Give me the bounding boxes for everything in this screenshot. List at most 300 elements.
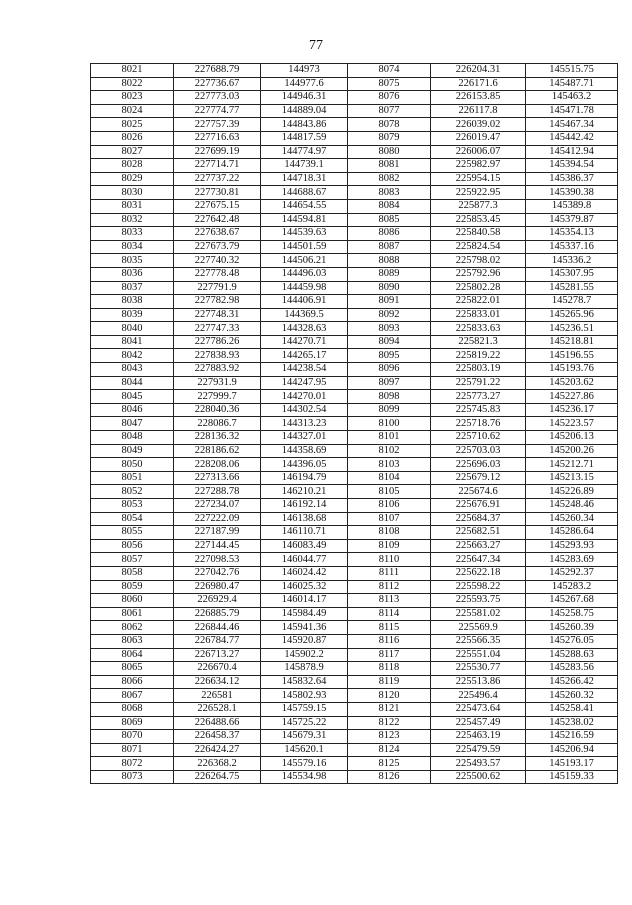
y-coordinate-right: 145288.63 bbox=[526, 648, 618, 662]
x-coordinate-left: 227737.22 bbox=[174, 172, 261, 186]
point-number-left: 8044 bbox=[91, 376, 174, 390]
point-number-left: 8065 bbox=[91, 662, 174, 676]
x-coordinate-left: 227773.03 bbox=[174, 91, 261, 105]
y-coordinate-right: 145236.51 bbox=[526, 322, 618, 336]
y-coordinate-left: 144396.05 bbox=[261, 458, 348, 472]
point-number-left: 8034 bbox=[91, 240, 174, 254]
table-row bbox=[91, 145, 618, 159]
table-row bbox=[91, 675, 618, 689]
point-number-right: 8074 bbox=[348, 64, 431, 78]
x-coordinate-left: 227786.26 bbox=[174, 335, 261, 349]
x-coordinate-right: 225496.4 bbox=[431, 689, 526, 703]
y-coordinate-right: 145159.33 bbox=[526, 770, 618, 784]
y-coordinate-left: 144817.59 bbox=[261, 131, 348, 145]
point-number-left: 8036 bbox=[91, 267, 174, 281]
y-coordinate-left: 145725.22 bbox=[261, 716, 348, 730]
y-coordinate-right: 145223.57 bbox=[526, 417, 618, 431]
x-coordinate-left: 228040.36 bbox=[174, 403, 261, 417]
y-coordinate-left: 144238.54 bbox=[261, 363, 348, 377]
table-row bbox=[91, 131, 618, 145]
table-row bbox=[91, 444, 618, 458]
y-coordinate-left: 145620.1 bbox=[261, 743, 348, 757]
table-row bbox=[91, 240, 618, 254]
point-number-right: 8081 bbox=[348, 159, 431, 173]
x-coordinate-left: 227642.48 bbox=[174, 213, 261, 227]
y-coordinate-right: 145206.13 bbox=[526, 431, 618, 445]
table-row bbox=[91, 77, 618, 91]
x-coordinate-left: 227838.93 bbox=[174, 349, 261, 363]
point-number-left: 8040 bbox=[91, 322, 174, 336]
point-number-left: 8073 bbox=[91, 770, 174, 784]
x-coordinate-left: 227883.92 bbox=[174, 363, 261, 377]
x-coordinate-left: 227234.07 bbox=[174, 499, 261, 513]
table-row bbox=[91, 499, 618, 513]
x-coordinate-right: 225792.96 bbox=[431, 267, 526, 281]
point-number-right: 8123 bbox=[348, 730, 431, 744]
table-row bbox=[91, 213, 618, 227]
table-row bbox=[91, 539, 618, 553]
y-coordinate-left: 144506.21 bbox=[261, 254, 348, 268]
x-coordinate-left: 226488.66 bbox=[174, 716, 261, 730]
point-number-left: 8022 bbox=[91, 77, 174, 91]
x-coordinate-right: 225513.86 bbox=[431, 675, 526, 689]
table-row bbox=[91, 526, 618, 540]
point-number-left: 8070 bbox=[91, 730, 174, 744]
x-coordinate-left: 227638.67 bbox=[174, 227, 261, 241]
y-coordinate-left: 144496.03 bbox=[261, 267, 348, 281]
point-number-left: 8042 bbox=[91, 349, 174, 363]
point-number-left: 8068 bbox=[91, 702, 174, 716]
point-number-left: 8072 bbox=[91, 757, 174, 771]
point-number-right: 8113 bbox=[348, 594, 431, 608]
y-coordinate-right: 145196.55 bbox=[526, 349, 618, 363]
x-coordinate-right: 225500.62 bbox=[431, 770, 526, 784]
y-coordinate-right: 145213.15 bbox=[526, 471, 618, 485]
y-coordinate-right: 145336.2 bbox=[526, 254, 618, 268]
point-number-left: 8027 bbox=[91, 145, 174, 159]
x-coordinate-right: 225684.37 bbox=[431, 512, 526, 526]
x-coordinate-left: 227222.09 bbox=[174, 512, 261, 526]
table-row bbox=[91, 702, 618, 716]
point-number-right: 8075 bbox=[348, 77, 431, 91]
x-coordinate-right: 225718.76 bbox=[431, 417, 526, 431]
y-coordinate-left: 146210.21 bbox=[261, 485, 348, 499]
point-number-right: 8104 bbox=[348, 471, 431, 485]
point-number-right: 8126 bbox=[348, 770, 431, 784]
x-coordinate-left: 227699.19 bbox=[174, 145, 261, 159]
x-coordinate-left: 226670.4 bbox=[174, 662, 261, 676]
point-number-right: 8085 bbox=[348, 213, 431, 227]
point-number-right: 8103 bbox=[348, 458, 431, 472]
y-coordinate-right: 145260.32 bbox=[526, 689, 618, 703]
y-coordinate-left: 144270.01 bbox=[261, 390, 348, 404]
table-row bbox=[91, 118, 618, 132]
point-number-right: 8101 bbox=[348, 431, 431, 445]
y-coordinate-right: 145258.75 bbox=[526, 607, 618, 621]
point-number-right: 8114 bbox=[348, 607, 431, 621]
x-coordinate-left: 228186.62 bbox=[174, 444, 261, 458]
table-row bbox=[91, 512, 618, 526]
x-coordinate-left: 227736.67 bbox=[174, 77, 261, 91]
y-coordinate-left: 146192.14 bbox=[261, 499, 348, 513]
y-coordinate-right: 145286.64 bbox=[526, 526, 618, 540]
table-row bbox=[91, 295, 618, 309]
y-coordinate-left: 146110.71 bbox=[261, 526, 348, 540]
y-coordinate-left: 144889.04 bbox=[261, 104, 348, 118]
x-coordinate-right: 225493.57 bbox=[431, 757, 526, 771]
x-coordinate-right: 225581.02 bbox=[431, 607, 526, 621]
x-coordinate-right: 225954.15 bbox=[431, 172, 526, 186]
point-number-right: 8124 bbox=[348, 743, 431, 757]
x-coordinate-right: 226039.02 bbox=[431, 118, 526, 132]
x-coordinate-left: 227782.98 bbox=[174, 295, 261, 309]
point-number-left: 8063 bbox=[91, 634, 174, 648]
x-coordinate-right: 225791.22 bbox=[431, 376, 526, 390]
point-number-left: 8046 bbox=[91, 403, 174, 417]
point-number-right: 8078 bbox=[348, 118, 431, 132]
x-coordinate-right: 225622.18 bbox=[431, 566, 526, 580]
point-number-right: 8084 bbox=[348, 199, 431, 213]
y-coordinate-right: 145463.2 bbox=[526, 91, 618, 105]
point-number-left: 8061 bbox=[91, 607, 174, 621]
point-number-left: 8067 bbox=[91, 689, 174, 703]
y-coordinate-left: 144270.71 bbox=[261, 335, 348, 349]
table-row bbox=[91, 743, 618, 757]
x-coordinate-right: 225803.19 bbox=[431, 363, 526, 377]
x-coordinate-left: 226528.1 bbox=[174, 702, 261, 716]
y-coordinate-left: 145902.2 bbox=[261, 648, 348, 662]
table-row bbox=[91, 730, 618, 744]
x-coordinate-right: 225551.04 bbox=[431, 648, 526, 662]
x-coordinate-right: 225819.22 bbox=[431, 349, 526, 363]
x-coordinate-right: 226117.8 bbox=[431, 104, 526, 118]
y-coordinate-right: 145200.26 bbox=[526, 444, 618, 458]
table-row bbox=[91, 634, 618, 648]
point-number-right: 8098 bbox=[348, 390, 431, 404]
y-coordinate-left: 145941.36 bbox=[261, 621, 348, 635]
x-coordinate-right: 225457.49 bbox=[431, 716, 526, 730]
y-coordinate-right: 145467.34 bbox=[526, 118, 618, 132]
y-coordinate-left: 144654.55 bbox=[261, 199, 348, 213]
point-number-right: 8088 bbox=[348, 254, 431, 268]
point-number-right: 8105 bbox=[348, 485, 431, 499]
x-coordinate-left: 227740.32 bbox=[174, 254, 261, 268]
table-row bbox=[91, 458, 618, 472]
table-row bbox=[91, 757, 618, 771]
y-coordinate-right: 145193.76 bbox=[526, 363, 618, 377]
table-row bbox=[91, 159, 618, 173]
y-coordinate-right: 145379.87 bbox=[526, 213, 618, 227]
x-coordinate-right: 225530.77 bbox=[431, 662, 526, 676]
y-coordinate-right: 145193.17 bbox=[526, 757, 618, 771]
x-coordinate-left: 227288.78 bbox=[174, 485, 261, 499]
point-number-left: 8038 bbox=[91, 295, 174, 309]
point-number-left: 8029 bbox=[91, 172, 174, 186]
y-coordinate-right: 145206.94 bbox=[526, 743, 618, 757]
table-row bbox=[91, 403, 618, 417]
y-coordinate-left: 144539.63 bbox=[261, 227, 348, 241]
point-number-right: 8094 bbox=[348, 335, 431, 349]
y-coordinate-left: 144594.81 bbox=[261, 213, 348, 227]
point-number-right: 8082 bbox=[348, 172, 431, 186]
table-row bbox=[91, 376, 618, 390]
point-number-right: 8125 bbox=[348, 757, 431, 771]
y-coordinate-right: 145227.86 bbox=[526, 390, 618, 404]
x-coordinate-right: 225773.27 bbox=[431, 390, 526, 404]
x-coordinate-left: 227774.77 bbox=[174, 104, 261, 118]
y-coordinate-left: 146194.79 bbox=[261, 471, 348, 485]
x-coordinate-right: 225463.19 bbox=[431, 730, 526, 744]
y-coordinate-left: 146083.49 bbox=[261, 539, 348, 553]
y-coordinate-left: 144247.95 bbox=[261, 376, 348, 390]
point-number-right: 8119 bbox=[348, 675, 431, 689]
table-row bbox=[91, 566, 618, 580]
table-row bbox=[91, 716, 618, 730]
point-number-left: 8053 bbox=[91, 499, 174, 513]
table-row bbox=[91, 485, 618, 499]
x-coordinate-right: 225663.27 bbox=[431, 539, 526, 553]
point-number-left: 8062 bbox=[91, 621, 174, 635]
y-coordinate-right: 145203.62 bbox=[526, 376, 618, 390]
x-coordinate-right: 225682.51 bbox=[431, 526, 526, 540]
x-coordinate-left: 226264.75 bbox=[174, 770, 261, 784]
table-row bbox=[91, 308, 618, 322]
table-row bbox=[91, 770, 618, 784]
point-number-left: 8069 bbox=[91, 716, 174, 730]
y-coordinate-left: 146044.77 bbox=[261, 553, 348, 567]
table-row bbox=[91, 104, 618, 118]
point-number-right: 8122 bbox=[348, 716, 431, 730]
x-coordinate-left: 227791.9 bbox=[174, 281, 261, 295]
y-coordinate-right: 145281.55 bbox=[526, 281, 618, 295]
y-coordinate-left: 144358.69 bbox=[261, 444, 348, 458]
x-coordinate-left: 227098.53 bbox=[174, 553, 261, 567]
point-number-left: 8071 bbox=[91, 743, 174, 757]
point-number-left: 8064 bbox=[91, 648, 174, 662]
point-number-right: 8102 bbox=[348, 444, 431, 458]
point-number-right: 8109 bbox=[348, 539, 431, 553]
x-coordinate-right: 225821.3 bbox=[431, 335, 526, 349]
y-coordinate-left: 145759.15 bbox=[261, 702, 348, 716]
x-coordinate-left: 226424.27 bbox=[174, 743, 261, 757]
point-number-left: 8049 bbox=[91, 444, 174, 458]
point-number-left: 8056 bbox=[91, 539, 174, 553]
table-row bbox=[91, 648, 618, 662]
y-coordinate-left: 144718.31 bbox=[261, 172, 348, 186]
table-row bbox=[91, 64, 618, 78]
y-coordinate-right: 145226.89 bbox=[526, 485, 618, 499]
x-coordinate-right: 225676.91 bbox=[431, 499, 526, 513]
y-coordinate-right: 145267.68 bbox=[526, 594, 618, 608]
table-row bbox=[91, 621, 618, 635]
x-coordinate-right: 225569.9 bbox=[431, 621, 526, 635]
point-number-right: 8087 bbox=[348, 240, 431, 254]
table-row bbox=[91, 363, 618, 377]
y-coordinate-right: 145236.17 bbox=[526, 403, 618, 417]
point-number-left: 8059 bbox=[91, 580, 174, 594]
y-coordinate-left: 144327.01 bbox=[261, 431, 348, 445]
table-row bbox=[91, 662, 618, 676]
point-number-left: 8054 bbox=[91, 512, 174, 526]
x-coordinate-left: 227187.99 bbox=[174, 526, 261, 540]
table-row bbox=[91, 186, 618, 200]
table-row bbox=[91, 594, 618, 608]
x-coordinate-left: 227748.31 bbox=[174, 308, 261, 322]
point-number-left: 8043 bbox=[91, 363, 174, 377]
table-row bbox=[91, 91, 618, 105]
table-row bbox=[91, 471, 618, 485]
y-coordinate-left: 146025.32 bbox=[261, 580, 348, 594]
table-row bbox=[91, 553, 618, 567]
x-coordinate-left: 227999.7 bbox=[174, 390, 261, 404]
y-coordinate-left: 144946.31 bbox=[261, 91, 348, 105]
x-coordinate-left: 226368.2 bbox=[174, 757, 261, 771]
point-number-right: 8097 bbox=[348, 376, 431, 390]
point-number-right: 8096 bbox=[348, 363, 431, 377]
y-coordinate-right: 145394.54 bbox=[526, 159, 618, 173]
y-coordinate-right: 145276.05 bbox=[526, 634, 618, 648]
x-coordinate-left: 227042.76 bbox=[174, 566, 261, 580]
y-coordinate-left: 144302.54 bbox=[261, 403, 348, 417]
point-number-right: 8100 bbox=[348, 417, 431, 431]
x-coordinate-right: 225566.35 bbox=[431, 634, 526, 648]
y-coordinate-left: 144313.23 bbox=[261, 417, 348, 431]
y-coordinate-left: 144328.63 bbox=[261, 322, 348, 336]
y-coordinate-left: 144739.1 bbox=[261, 159, 348, 173]
x-coordinate-right: 225593.75 bbox=[431, 594, 526, 608]
point-number-left: 8060 bbox=[91, 594, 174, 608]
x-coordinate-right: 226153.85 bbox=[431, 91, 526, 105]
y-coordinate-right: 145515.75 bbox=[526, 64, 618, 78]
y-coordinate-right: 145278.7 bbox=[526, 295, 618, 309]
x-coordinate-left: 228208.06 bbox=[174, 458, 261, 472]
y-coordinate-right: 145248.46 bbox=[526, 499, 618, 513]
table-row bbox=[91, 227, 618, 241]
point-number-right: 8116 bbox=[348, 634, 431, 648]
x-coordinate-left: 227313.66 bbox=[174, 471, 261, 485]
point-number-left: 8033 bbox=[91, 227, 174, 241]
point-number-right: 8106 bbox=[348, 499, 431, 513]
point-number-right: 8112 bbox=[348, 580, 431, 594]
point-number-right: 8077 bbox=[348, 104, 431, 118]
y-coordinate-right: 145260.34 bbox=[526, 512, 618, 526]
y-coordinate-left: 144973 bbox=[261, 64, 348, 78]
point-number-left: 8037 bbox=[91, 281, 174, 295]
y-coordinate-right: 145265.96 bbox=[526, 308, 618, 322]
y-coordinate-left: 144406.91 bbox=[261, 295, 348, 309]
x-coordinate-left: 227716.63 bbox=[174, 131, 261, 145]
point-number-right: 8093 bbox=[348, 322, 431, 336]
y-coordinate-left: 145878.9 bbox=[261, 662, 348, 676]
page-number: 77 bbox=[309, 38, 323, 53]
point-number-right: 8118 bbox=[348, 662, 431, 676]
x-coordinate-left: 227931.9 bbox=[174, 376, 261, 390]
x-coordinate-right: 225802.28 bbox=[431, 281, 526, 295]
y-coordinate-right: 145283.56 bbox=[526, 662, 618, 676]
x-coordinate-right: 225982.97 bbox=[431, 159, 526, 173]
x-coordinate-right: 225840.58 bbox=[431, 227, 526, 241]
y-coordinate-right: 145442.42 bbox=[526, 131, 618, 145]
point-number-left: 8057 bbox=[91, 553, 174, 567]
point-number-right: 8120 bbox=[348, 689, 431, 703]
x-coordinate-left: 227778.48 bbox=[174, 267, 261, 281]
x-coordinate-left: 226458.37 bbox=[174, 730, 261, 744]
point-number-right: 8117 bbox=[348, 648, 431, 662]
point-number-left: 8066 bbox=[91, 675, 174, 689]
y-coordinate-right: 145389.8 bbox=[526, 199, 618, 213]
x-coordinate-right: 225745.83 bbox=[431, 403, 526, 417]
y-coordinate-left: 144688.67 bbox=[261, 186, 348, 200]
y-coordinate-left: 144501.59 bbox=[261, 240, 348, 254]
x-coordinate-right: 225833.63 bbox=[431, 322, 526, 336]
point-number-left: 8051 bbox=[91, 471, 174, 485]
x-coordinate-left: 226929.4 bbox=[174, 594, 261, 608]
y-coordinate-left: 144774.97 bbox=[261, 145, 348, 159]
y-coordinate-right: 145487.71 bbox=[526, 77, 618, 91]
x-coordinate-right: 225833.01 bbox=[431, 308, 526, 322]
point-number-right: 8091 bbox=[348, 295, 431, 309]
point-number-right: 8092 bbox=[348, 308, 431, 322]
point-number-left: 8050 bbox=[91, 458, 174, 472]
y-coordinate-right: 145283.2 bbox=[526, 580, 618, 594]
table-row bbox=[91, 689, 618, 703]
x-coordinate-left: 226885.79 bbox=[174, 607, 261, 621]
y-coordinate-right: 145216.59 bbox=[526, 730, 618, 744]
y-coordinate-right: 145307.95 bbox=[526, 267, 618, 281]
y-coordinate-right: 145354.13 bbox=[526, 227, 618, 241]
point-number-left: 8047 bbox=[91, 417, 174, 431]
point-number-left: 8024 bbox=[91, 104, 174, 118]
y-coordinate-right: 145283.69 bbox=[526, 553, 618, 567]
y-coordinate-right: 145337.16 bbox=[526, 240, 618, 254]
y-coordinate-left: 145920.87 bbox=[261, 634, 348, 648]
x-coordinate-right: 226171.6 bbox=[431, 77, 526, 91]
x-coordinate-right: 225679.12 bbox=[431, 471, 526, 485]
x-coordinate-right: 225922.95 bbox=[431, 186, 526, 200]
y-coordinate-left: 145802.93 bbox=[261, 689, 348, 703]
table-row bbox=[91, 335, 618, 349]
x-coordinate-left: 226980.47 bbox=[174, 580, 261, 594]
x-coordinate-left: 227688.79 bbox=[174, 64, 261, 78]
x-coordinate-left: 227714.71 bbox=[174, 159, 261, 173]
point-number-right: 8099 bbox=[348, 403, 431, 417]
point-number-right: 8110 bbox=[348, 553, 431, 567]
table-row bbox=[91, 199, 618, 213]
point-number-right: 8090 bbox=[348, 281, 431, 295]
y-coordinate-right: 145292.37 bbox=[526, 566, 618, 580]
x-coordinate-left: 227747.33 bbox=[174, 322, 261, 336]
y-coordinate-left: 146014.17 bbox=[261, 594, 348, 608]
x-coordinate-right: 225822.01 bbox=[431, 295, 526, 309]
y-coordinate-left: 144369.5 bbox=[261, 308, 348, 322]
y-coordinate-right: 145218.81 bbox=[526, 335, 618, 349]
x-coordinate-right: 226019.47 bbox=[431, 131, 526, 145]
y-coordinate-right: 145293.93 bbox=[526, 539, 618, 553]
x-coordinate-right: 225798.02 bbox=[431, 254, 526, 268]
table-row bbox=[91, 607, 618, 621]
point-number-right: 8079 bbox=[348, 131, 431, 145]
x-coordinate-right: 225853.45 bbox=[431, 213, 526, 227]
x-coordinate-right: 225696.03 bbox=[431, 458, 526, 472]
x-coordinate-left: 226844.46 bbox=[174, 621, 261, 635]
y-coordinate-right: 145386.37 bbox=[526, 172, 618, 186]
x-coordinate-right: 225674.6 bbox=[431, 485, 526, 499]
y-coordinate-left: 144977.6 bbox=[261, 77, 348, 91]
point-number-right: 8108 bbox=[348, 526, 431, 540]
point-number-right: 8076 bbox=[348, 91, 431, 105]
x-coordinate-left: 227144.45 bbox=[174, 539, 261, 553]
point-number-left: 8058 bbox=[91, 566, 174, 580]
